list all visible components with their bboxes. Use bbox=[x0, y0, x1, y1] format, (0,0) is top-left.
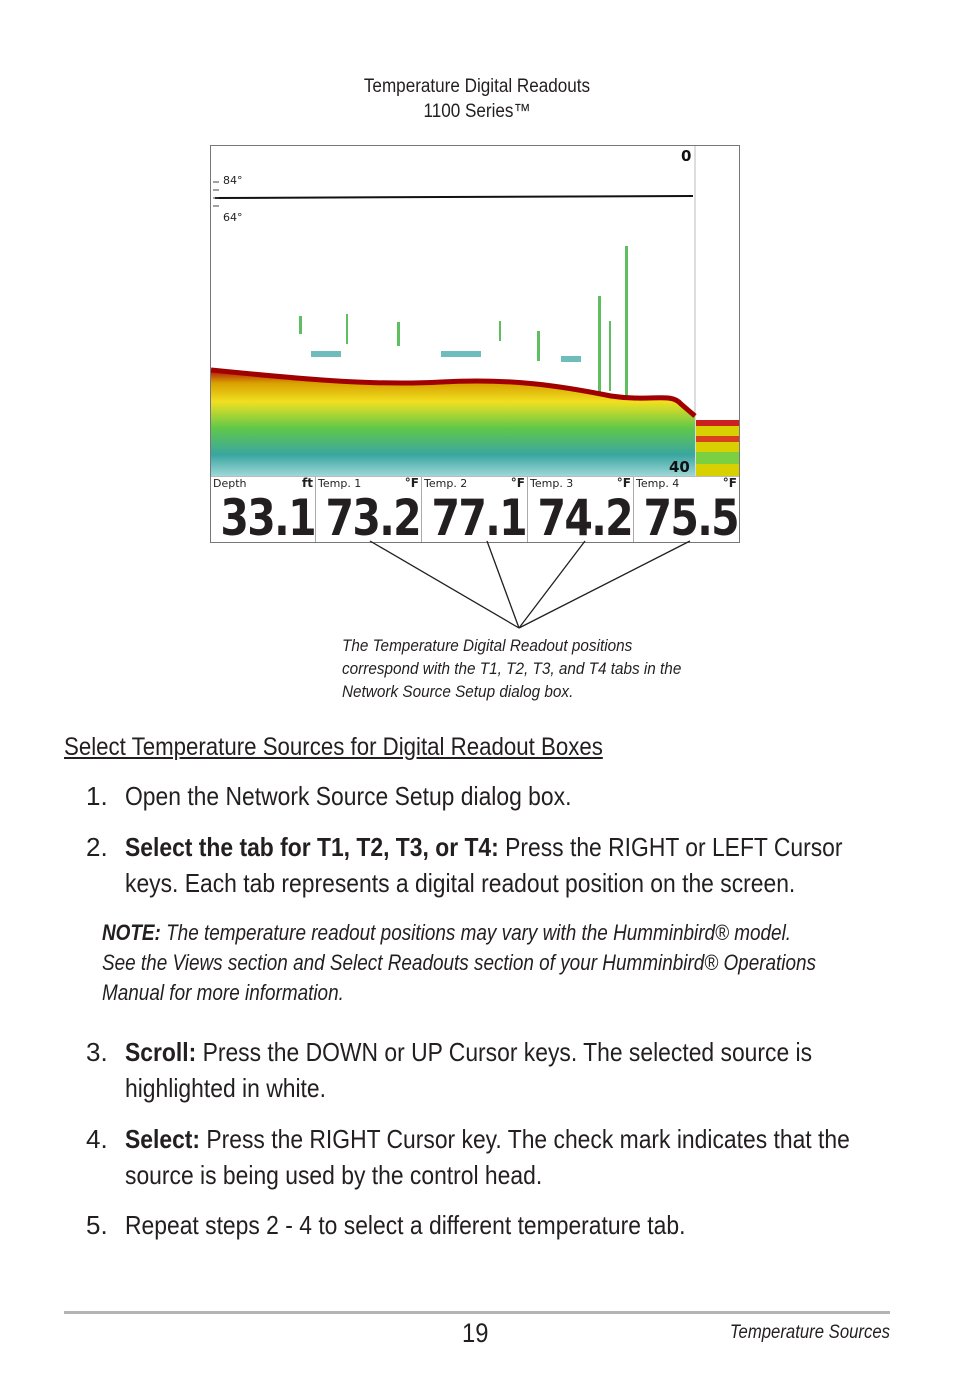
readout-value: 73.2 bbox=[325, 489, 421, 543]
step-text: Press the RIGHT or LEFT Cursor keys. Each tab represents a digital readout position on the screen. bbox=[125, 832, 843, 898]
step-number: 4. bbox=[86, 1124, 108, 1154]
readout-unit: °F bbox=[404, 476, 419, 490]
note-block bbox=[102, 918, 824, 1008]
readout-unit: °F bbox=[616, 476, 631, 490]
step-number: 5. bbox=[86, 1210, 108, 1240]
step-text: Repeat steps 2 - 4 to select a different temperature tab. bbox=[125, 1210, 686, 1240]
temp-high-label: 84° bbox=[223, 174, 243, 187]
step-bold-label: Select: bbox=[125, 1124, 201, 1154]
readout-unit: °F bbox=[722, 476, 737, 490]
step-bold-label: Scroll: bbox=[125, 1037, 197, 1067]
footer-section-name: Temperature Sources bbox=[729, 1322, 890, 1343]
readout-label: Temp. 4 bbox=[636, 477, 680, 490]
note-label: NOTE: bbox=[102, 920, 161, 945]
callout-lines bbox=[0, 0, 954, 640]
step-bold-label: Select the tab for T1, T2, T3, or T4: bbox=[125, 832, 499, 862]
step-number: 3. bbox=[86, 1037, 108, 1067]
readout-label: Temp. 3 bbox=[530, 477, 574, 490]
footer-rule bbox=[64, 1311, 890, 1314]
readout-label: Temp. 1 bbox=[318, 477, 362, 490]
page-number: 19 bbox=[462, 1318, 489, 1348]
step-text: Press the DOWN or UP Cursor keys. The selected source is highlighted in white. bbox=[125, 1037, 813, 1103]
readout-value: 77.1 bbox=[431, 489, 527, 543]
step-text: Open the Network Source Setup dialog box. bbox=[125, 781, 572, 811]
readout-value: 75.5 bbox=[643, 489, 739, 543]
readout-unit: °F bbox=[510, 476, 525, 490]
readout-label: Temp. 2 bbox=[424, 477, 468, 490]
figure-title-line2: 1100 Series™ bbox=[423, 101, 531, 122]
step-number: 2. bbox=[86, 832, 108, 862]
step-number: 1. bbox=[86, 781, 108, 811]
depth-top-label: 0 bbox=[681, 147, 692, 165]
readout-unit: ft bbox=[302, 476, 313, 490]
readout-label: Depth bbox=[213, 477, 247, 490]
section-heading: Select Temperature Sources for Digital Readout Boxes bbox=[64, 733, 603, 761]
temp-low-label: 64° bbox=[223, 211, 243, 224]
depth-bottom-label: 40 bbox=[669, 458, 690, 476]
readout-value: 74.2 bbox=[537, 489, 633, 543]
figure-title-line1: Temperature Digital Readouts bbox=[363, 76, 591, 97]
figure-caption: The Temperature Digital Readout positions correspond with the T1, T2, T3, and T4 tabs in the Network Source Setup dialog box. bbox=[342, 636, 682, 701]
readout-value: 33.1 bbox=[220, 489, 315, 543]
note-text: The temperature readout positions may vary with the Humminbird® model. See the Views section and Select Readouts section of your Humminbird® Operations Manual for more information. bbox=[102, 920, 817, 1005]
step-text: Press the RIGHT Cursor key. The check mark indicates that the source is being used by the control head. bbox=[125, 1124, 850, 1190]
